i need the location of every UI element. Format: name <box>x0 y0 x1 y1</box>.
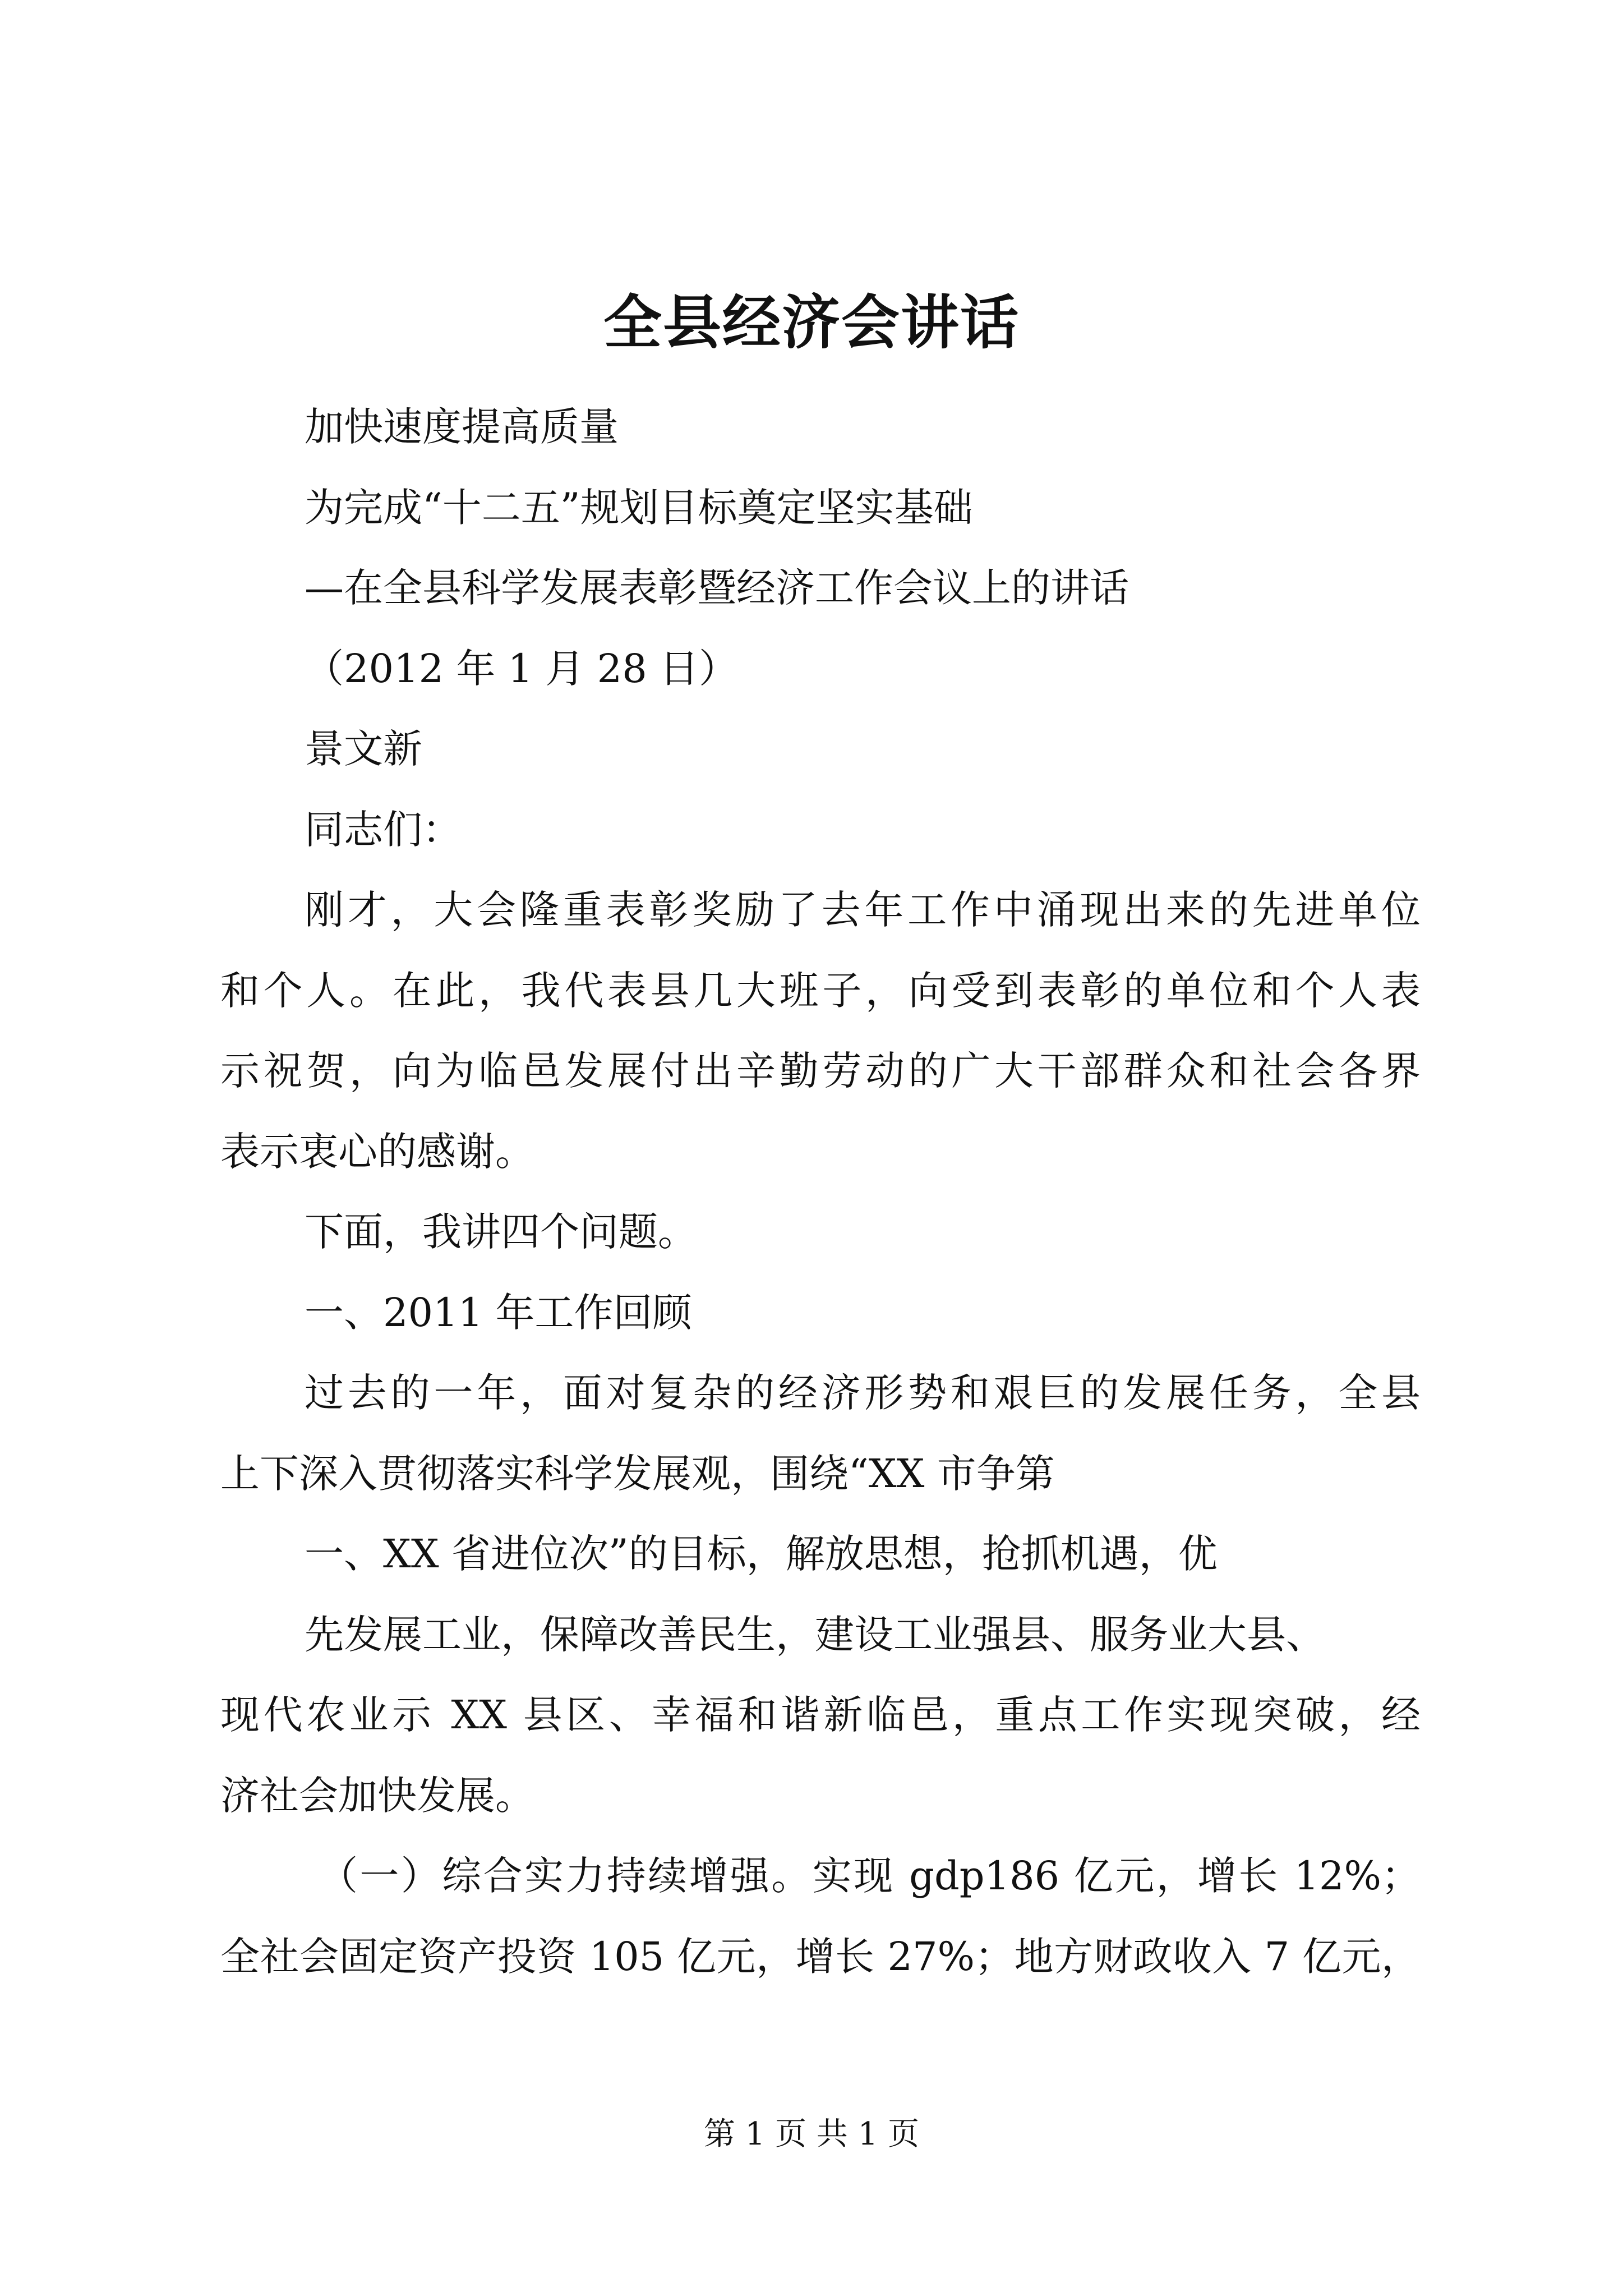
paragraph-line: 济社会加快发展。 <box>220 1772 534 1819</box>
paragraph-line: 下面，我讲四个问题。 <box>305 1209 697 1255</box>
date-line: （2012 年 1 月 28 日） <box>305 645 739 692</box>
author-line: 景文新 <box>305 726 422 772</box>
paragraph-line: 现代农业示 XX 县区、幸福和谐新临邑，重点工作实现突破，经 <box>220 1692 1421 1738</box>
page-footer: 第 1 页 共 1 页 <box>703 2116 920 2152</box>
paragraph-line: 先发展工业，保障改善民生，建设工业强县、服务业大县、 <box>305 1611 1325 1658</box>
paragraph-line: 和个人。在此，我代表县几大班子，向受到表彰的单位和个人表 <box>220 967 1421 1014</box>
subtitle-line-2: 为完成“十二五”规划目标奠定坚实基础 <box>305 484 973 531</box>
paragraph-line: （一）综合实力持续增强。实现 gdp186 亿元，增长 12%； <box>319 1853 1421 1899</box>
paragraph-line: 一、XX 省进位次”的目标，解放思想，抢抓机遇，优 <box>305 1531 1218 1577</box>
document-body <box>220 387 1421 1997</box>
salutation-line: 同志们： <box>305 806 462 853</box>
paragraph-line: 刚才，大会隆重表彰奖励了去年工作中涌现出来的先进单位 <box>305 887 1421 933</box>
paragraph-line: 过去的一年，面对复杂的经济形势和艰巨的发展任务，全县 <box>305 1370 1421 1416</box>
paragraph-line: 表示衷心的感谢。 <box>220 1128 534 1175</box>
section-heading: 一、2011 年工作回顾 <box>305 1289 692 1336</box>
paragraph-line: 全社会固定资产投资 105 亿元，增长 27%；地方财政收入 7 亿元， <box>220 1933 1421 1980</box>
paragraph-line: 上下深入贯彻落实科学发展观，围绕“XX 市争第 <box>220 1450 1055 1497</box>
subtitle-line-1: 加快速度提高质量 <box>305 404 619 450</box>
subtitle-line-3: —在全县科学发展表彰暨经济工作会议上的讲话 <box>305 565 1129 611</box>
paragraph-line: 示祝贺，向为临邑发展付出辛勤劳动的广大干部群众和社会各界 <box>220 1048 1421 1094</box>
document-title: 全县经济会讲话 <box>603 288 1020 357</box>
